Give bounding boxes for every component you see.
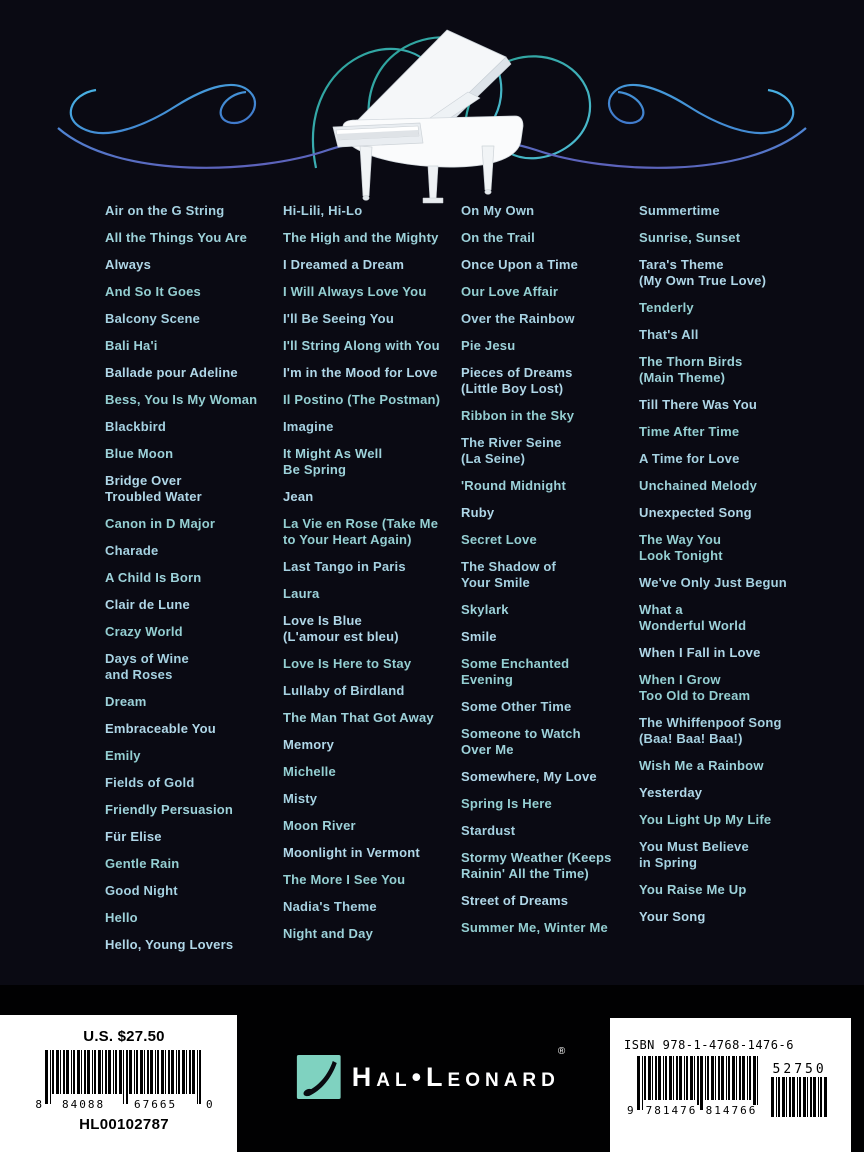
- song-title: I Will Always Love You: [283, 284, 427, 299]
- upc-check-digit: 0: [206, 1098, 213, 1111]
- song-title: All the Things You Are: [105, 230, 248, 245]
- song-title: Love Is Here to Stay: [283, 656, 412, 671]
- song-title: Misty: [283, 791, 318, 806]
- publisher-name: Hal•Leonard: [351, 1062, 560, 1092]
- song-title: Lullaby of Birdland: [283, 683, 405, 698]
- isbn-box: [610, 1018, 851, 1152]
- song-title: You Raise Me Up: [639, 882, 747, 897]
- song-title: Somewhere, My Love: [461, 769, 597, 784]
- song-title: Ruby: [461, 505, 495, 520]
- song-title: Ballade pour Adeline: [105, 365, 238, 380]
- song-title: That's All: [639, 327, 699, 342]
- song-title: Nadia's Theme: [283, 899, 377, 914]
- song-title: On My Own: [461, 203, 535, 218]
- song-title: Hello: [105, 910, 138, 925]
- song-title: Wish Me a Rainbow: [639, 758, 764, 773]
- song-title: Blue Moon: [105, 446, 174, 461]
- ean-left-digit: 9: [627, 1104, 634, 1117]
- song-title: Unexpected Song: [639, 505, 752, 520]
- song-title: When I Grow Too Old to Dream: [639, 672, 751, 703]
- ean-digit-group-1: 781476: [643, 1105, 701, 1117]
- song-title: Smile: [461, 629, 497, 644]
- song-title: Il Postino (The Postman): [283, 392, 441, 407]
- upc-number-system-digit: 8: [35, 1098, 42, 1111]
- catalog-number: HL00102787: [79, 1116, 169, 1133]
- song-title: Spring Is Here: [461, 796, 552, 811]
- upc-digit-group-1: 84088: [59, 1099, 108, 1111]
- song-title: Summer Me, Winter Me: [461, 920, 608, 935]
- song-title: Emily: [105, 748, 141, 763]
- song-title: Bridge Over Troubled Water: [105, 473, 202, 504]
- song-title: Laura: [283, 586, 320, 601]
- song-title: We've Only Just Begun: [639, 575, 787, 590]
- song-title: Imagine: [283, 419, 334, 434]
- ean-barcode: [624, 1056, 851, 1117]
- song-title: Embraceable You: [105, 721, 216, 736]
- hal-leonard-logo-mark: [297, 1055, 341, 1099]
- song-title: Memory: [283, 737, 335, 752]
- song-title: The River Seine (La Seine): [461, 435, 562, 466]
- song-title: You Must Believe in Spring: [639, 839, 749, 870]
- song-title: Michelle: [283, 764, 336, 779]
- song-title: Skylark: [461, 602, 509, 617]
- song-title: Blackbird: [105, 419, 167, 434]
- song-column-4: [639, 203, 815, 936]
- song-title: Clair de Lune: [105, 597, 190, 612]
- song-title: Gentle Rain: [105, 856, 180, 871]
- price-label: U.S. $27.50: [83, 1028, 165, 1045]
- song-title: Night and Day: [283, 926, 373, 941]
- song-title: Good Night: [105, 883, 178, 898]
- song-title: Love Is Blue (L'amour est bleu): [283, 613, 399, 644]
- song-title: Your Song: [639, 909, 706, 924]
- song-title: Time After Time: [639, 424, 740, 439]
- song-title: You Light Up My Life: [639, 812, 772, 827]
- song-title: La Vie en Rose (Take Me to Your Heart Again): [283, 516, 439, 547]
- song-title: Secret Love: [461, 532, 537, 547]
- song-column-3: [461, 203, 637, 947]
- song-title: The Whiffenpoof Song (Baa! Baa! Baa!): [639, 715, 782, 746]
- upc-price-box: [0, 1015, 237, 1152]
- song-title: Some Enchanted Evening: [461, 656, 570, 687]
- song-title: It Might As Well Be Spring: [283, 446, 383, 477]
- song-title: Our Love Affair: [461, 284, 559, 299]
- song-title: Bess, You Is My Woman: [105, 392, 258, 407]
- song-title: The Way You Look Tonight: [639, 532, 723, 563]
- song-title: Fields of Gold: [105, 775, 195, 790]
- song-title: Once Upon a Time: [461, 257, 579, 272]
- song-title: 'Round Midnight: [461, 478, 567, 493]
- song-title: Pie Jesu: [461, 338, 516, 353]
- hal-leonard-logo: [297, 1046, 567, 1099]
- song-title: The High and the Mighty: [283, 230, 439, 245]
- song-title: The Thorn Birds (Main Theme): [639, 354, 743, 385]
- song-title: Crazy World: [105, 624, 183, 639]
- song-title: And So It Goes: [105, 284, 201, 299]
- ean-digit-group-2: 814766: [703, 1105, 761, 1117]
- song-title: The Shadow of Your Smile: [461, 559, 557, 590]
- song-title: Summertime: [639, 203, 720, 218]
- song-title: Some Other Time: [461, 699, 572, 714]
- song-title: Stardust: [461, 823, 516, 838]
- song-title: Moonlight in Vermont: [283, 845, 420, 860]
- song-title: Unchained Melody: [639, 478, 758, 493]
- song-title: Charade: [105, 543, 159, 558]
- song-title: Last Tango in Paris: [283, 559, 406, 574]
- song-title: Stormy Weather (Keeps Rainin' All the Time): [461, 850, 612, 881]
- supplement-digits: 52750: [772, 1062, 827, 1077]
- song-title: I'll String Along with You: [283, 338, 440, 353]
- song-title: Tara's Theme (My Own True Love): [639, 257, 767, 288]
- song-title: I'm in the Mood for Love: [283, 365, 438, 380]
- registered-trademark-symbol: ®: [557, 1046, 566, 1057]
- song-title: Für Elise: [105, 829, 162, 844]
- song-title: Ribbon in the Sky: [461, 408, 575, 423]
- upc-barcode: [26, 1050, 222, 1111]
- bottom-band: [0, 985, 864, 1152]
- upc-digit-group-2: 67665: [131, 1099, 180, 1111]
- song-title: Till There Was You: [639, 397, 757, 412]
- song-title: Pieces of Dreams (Little Boy Lost): [461, 365, 573, 396]
- song-title: A Time for Love: [639, 451, 740, 466]
- song-title: What a Wonderful World: [639, 602, 747, 633]
- song-title: Tenderly: [639, 300, 694, 315]
- song-column-2: [283, 203, 459, 953]
- isbn-label: ISBN 978-1-4768-1476-6: [624, 1038, 794, 1052]
- song-title: On the Trail: [461, 230, 535, 245]
- song-title: When I Fall in Love: [639, 645, 761, 660]
- song-title: Yesterday: [639, 785, 703, 800]
- song-title: A Child Is Born: [105, 570, 202, 585]
- song-title: I'll Be Seeing You: [283, 311, 394, 326]
- supplement-barcode-bars: [771, 1077, 829, 1117]
- song-title: The Man That Got Away: [283, 710, 434, 725]
- song-title: Canon in D Major: [105, 516, 216, 531]
- song-title: Days of Wine and Roses: [105, 651, 189, 682]
- song-title: The More I See You: [283, 872, 406, 887]
- ean-supplement-barcode: [771, 1063, 829, 1117]
- song-title: Jean: [283, 489, 314, 504]
- song-title: Bali Ha'i: [105, 338, 158, 353]
- song-title: Balcony Scene: [105, 311, 201, 326]
- song-column-1: [105, 203, 281, 964]
- song-title: I Dreamed a Dream: [283, 257, 405, 272]
- song-title: Dream: [105, 694, 147, 709]
- song-title: Sunrise, Sunset: [639, 230, 741, 245]
- song-title: Friendly Persuasion: [105, 802, 234, 817]
- song-title: Air on the G String: [105, 203, 225, 218]
- song-title: Moon River: [283, 818, 356, 833]
- song-title: Someone to Watch Over Me: [461, 726, 581, 757]
- song-title: Hi-Lili, Hi-Lo: [283, 203, 363, 218]
- song-title: Over the Rainbow: [461, 311, 575, 326]
- song-title: Always: [105, 257, 152, 272]
- song-title: Hello, Young Lovers: [105, 937, 234, 952]
- song-title: Street of Dreams: [461, 893, 569, 908]
